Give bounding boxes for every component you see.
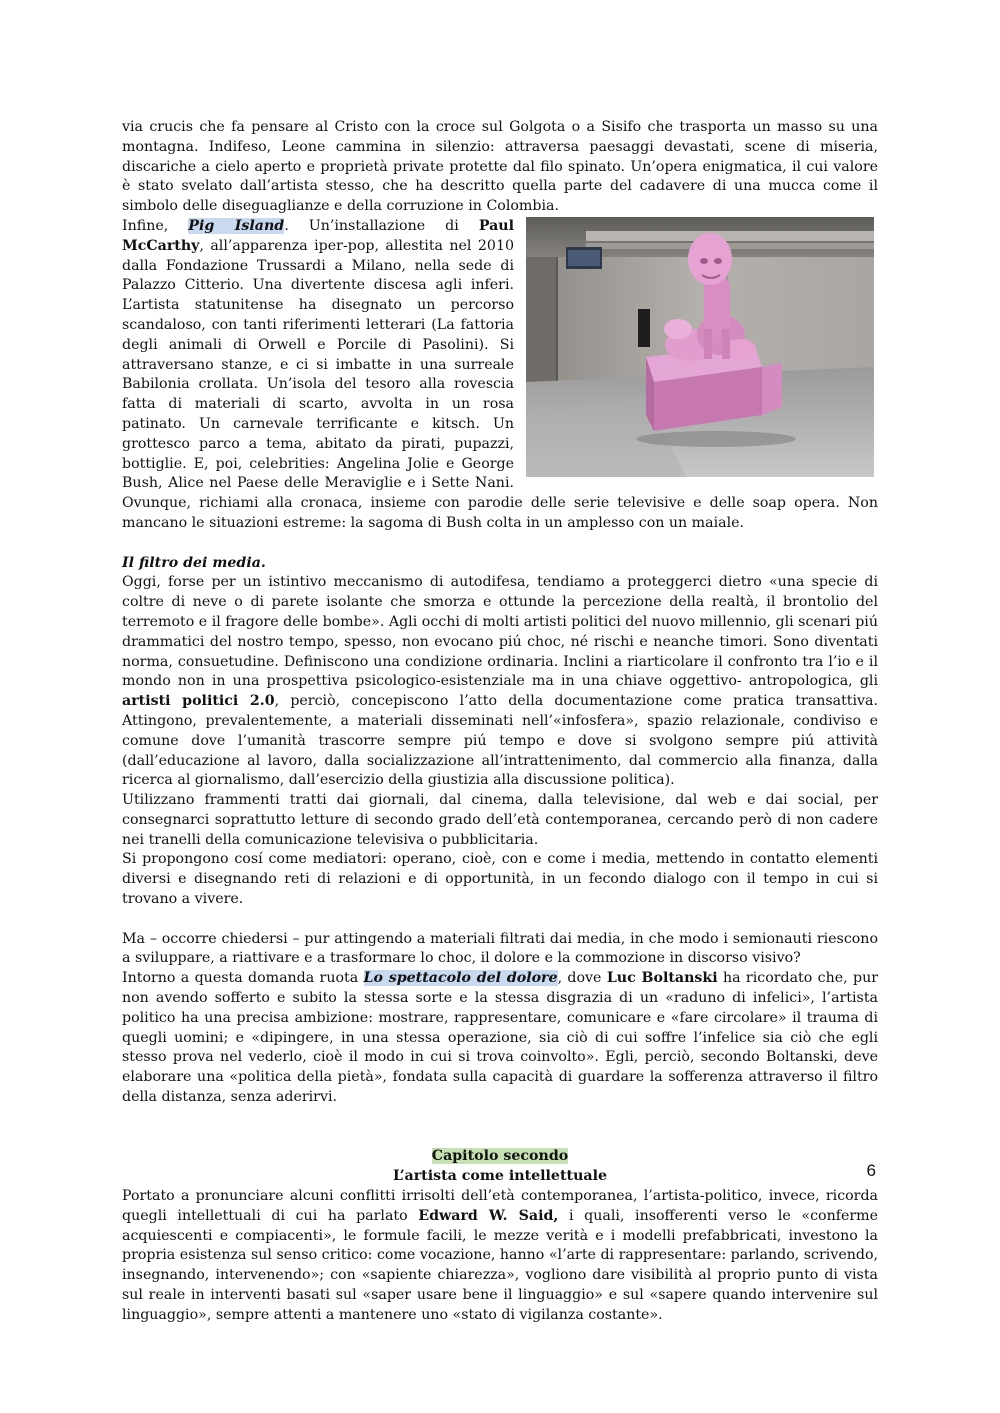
section-title-media: Il filtro dei media. bbox=[122, 554, 266, 571]
paragraph-intellettuale bbox=[122, 1187, 878, 1326]
paragraph-frammenti: Utilizzano frammenti tratti dai giornali, dal cinema, dalla televisione, dal web e dai social, per consegnarci soprattutto letture di secondo grado dell’età contemporanea, cercando però di non cadere nei tranelli della comunicazione televisiva o pubblicitaria. bbox=[122, 792, 878, 848]
artist-name-mccarthy: Paul McCarthy bbox=[122, 217, 515, 254]
spettacolo-text-a: Intorno a questa domanda ruota bbox=[122, 970, 364, 987]
spettacolo-text-c: ha ricordato che, pur non avendo sofferto e subito la stessa sorte e la stessa disgrazia di un «raduno di infelici», l’artista politico ha una precisa ambizione: mostrare, rappresentare, comunicare e «fare circolare» il trauma di quegli uomini; e «dipingere, in una stessa operazione, sia ciò di cui soffre l’infelice sia ciò che egli stesso prova nel vederlo, cioè il modo in cui si trova coinvolto». Egli, perciò, secondo Boltanski, deve elaborare una «politica della pietà», fondata sulla capacità di guardare la sofferenza attraverso il filtro della distanza, senza aderirvi. bbox=[122, 970, 878, 1106]
pig-island-photo bbox=[526, 217, 874, 477]
pig-island-title: Pig Island bbox=[188, 217, 285, 234]
author-said: Edward W. Said, bbox=[418, 1207, 559, 1224]
chapter-title-wrap bbox=[122, 1167, 878, 1187]
chapter-label: Capitolo secondo bbox=[431, 1148, 569, 1165]
paragraph-question: Ma – occorre chiedersi – pur attingendo a materiali filtrati dai media, in che modo i semionauti riescono a sviluppare, a riattivare e a trasformare lo choc, il dolore e la commozione in discorso visivo? bbox=[122, 930, 878, 967]
spettacolo-title: Lo spettacolo del dolore bbox=[363, 970, 558, 987]
page-number: 6 bbox=[866, 1161, 876, 1180]
author-boltanski: Luc Boltanski bbox=[606, 970, 718, 987]
pig-island-text-b: . Un’installazione di bbox=[284, 217, 479, 234]
intellettuale-text-b: i quali, insofferenti verso le «conferme acquiescenti e compiacenti», le formule facili, le mezze verità e i modelli prefabbricati, investono la propria esistenza sul senso critico: come vocazione, hanno «l’arte di rappresentare: parlando, scrivendo, insegnando, intervenendo»; con «sapiente chiarezza», vogliono dare visibilità al proprio punto di vista sul reale in interventi basati sul «saper usare bene il linguaggio» e sul «sapere quando intervenire sul linguaggio», sempre attenti a mantenere uno «stato di vigilanza costante». bbox=[122, 1207, 879, 1323]
media-text-a: Oggi, forse per un istintivo meccanismo di autodifesa, tendiamo a proteggerci dietro «una specie di coltre di neve o di parete isolante che smorza e ottunde la percezione della realtà, il brontolio del terremoto e il fragore delle bombe». Agli occhi di molti artisti politici del nuovo millennio, gli scenari piú drammatici del nostro tempo, spesso, non evocano piú choc, né rischi e neanche timori. Sono diventati norma, consuetudine. Definiscono una condizione ordinaria. Inclini a riarticolare il confronto tra l’io e il mondo non in una prospettiva psicologico-esistenziale ma in una chiave oggettivo- antropologica, gli bbox=[122, 574, 878, 690]
pig-island-intro: Infine, bbox=[122, 217, 189, 234]
paragraph-mediatori: Si propongono cosí come mediatori: operano, cioè, con e come i media, mettendo in contatto elementi diversi e disegnando reti di relazioni e di opportunità, in un fecondo dialogo con il tempo in cui si trovano a vivere. bbox=[122, 851, 878, 908]
chapter-label-wrap bbox=[122, 1147, 878, 1167]
paragraph-media-filter bbox=[122, 573, 878, 791]
intellettuale-text-a: Portato a pronunciare alcuni conflitti irrisolti dell’età contemporanea, l’artista-politico, invece, ricorda quegli intellettuali di cui ha parlato bbox=[122, 1188, 878, 1224]
paragraph-spettacolo bbox=[122, 969, 878, 1108]
pig-island-text-c: , all’apparenza iper-pop, allestita nel 2010 dalla Fondazione Trussardi a Milano, nella sede di Palazzo Citterio. Una divertente discesa agli inferi. L’artista statunitense ha disegnato un percorso scandaloso, con tanti riferimenti letterari (La fattoria degli animali di Orwell e Porcile di Pasolini). Si attraversano stanze, e ci si imbatte in una surreale Babilonia crollata. Un’isola del tesoro alla rovescia fatta di materiali di scarto, avvolta in un rosa patinato. Un carnevale terrificante e kitsch. Un grottesco parco a tema, abitato da pirati, pupazzi, bottiglie. E, poi, celebrities: Angelina Jolie e George Bush, Alice nel Paese delle Meraviglie e i Sette Nani. Ovunque, richiami alla cronaca, insieme con parodie delle serie televisive e delle soap opera. Non mancano le situazioni estreme: la sagoma di Bush colta in un amplesso con un maiale. bbox=[122, 237, 878, 531]
spettacolo-text-b: , dove bbox=[557, 970, 607, 987]
artisti-politici-bold: artisti politici 2.0 bbox=[122, 693, 275, 710]
paragraph-via-crucis: via crucis che fa pensare al Cristo con la croce sul Golgota o a Sisifo che trasporta un masso su una montagna. Indifeso, Leone cammina in silenzio: attraversa paesaggi devastati, scene di miseria, discariche a cielo aperto e proprietà private protette dal filo spinato. Un’opera enigmatica, il cui valore è stato svelato dall’artista stesso, che ha descritto quella parte del cadavere di una mucca come il simbolo delle diseguaglianze e della corruzione in Colombia. bbox=[122, 119, 878, 215]
chapter-title: L’artista come intellettuale bbox=[393, 1168, 607, 1185]
document-body bbox=[122, 118, 878, 1326]
media-text-b: , perciò, concepiscono l’atto della documentazione come pratica transattiva. Attingono, prevalentemente, a materiali disseminati nell’«infosfera», spazio relazionale, condiviso e comune dove l’umanità trascorre sempre piú tempo e dove si svolgono sempre piú attività (dall’educazione al lavoro, dalla socializzazione all’intrattenimento, dal commercio alla finanza, dalla ricerca al giornalismo, dall’esercizio della giustizia alla discussione politica). bbox=[122, 693, 878, 789]
